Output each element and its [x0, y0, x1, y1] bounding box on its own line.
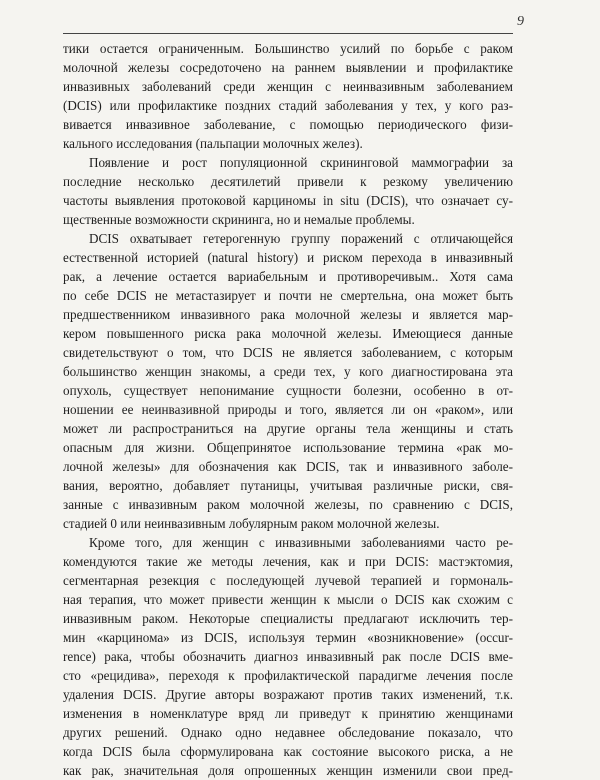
- text-line: когда DCIS была сформулирована как состояние высокого риска, а не: [63, 744, 513, 759]
- text-line: вания, вероятно, добавляет путаницы, учитывая различные риски, свя-: [63, 478, 513, 493]
- text-line: (DCIS) или профилактике поздних стадий заболевания у тех, у кого раз-: [63, 98, 513, 113]
- text-line: свидетельствуют о том, что DCIS не является заболеванием, с которым: [63, 345, 513, 360]
- paragraph-3: [63, 229, 513, 533]
- text-line: Кроме того, для женщин с инвазивными заболеваниями часто ре-: [89, 535, 513, 550]
- text-line: частоты выявления протоковой карциномы in situ (DCIS), что означает су-: [63, 193, 513, 208]
- text-line: кального исследования (пальпации молочных желез).: [63, 136, 363, 151]
- text-line: вивается инвазивное заболевание, с помощью периодического физи-: [63, 117, 513, 132]
- text-line: сто «рецидива», переходя к профилактической парадигме лечения после: [63, 668, 513, 683]
- text-line: молочной железы сосредоточено на раннем выявлении и профилактике: [63, 60, 513, 75]
- text-line: рак, а лечение остается вариабельным и противоречивым.. Хотя сама: [63, 269, 513, 284]
- header-rule: [63, 33, 513, 34]
- text-line: по себе DCIS не метастазирует и почти не смертельна, она может быть: [63, 288, 513, 303]
- text-line: изменения в номенклатуре вряд ли приведут к принятию женщинами: [63, 706, 513, 721]
- text-line: других решений. Однако одно недавнее обследование показало, что: [63, 725, 513, 740]
- text-line: Появление и рост популяционной скрининговой маммографии за: [89, 155, 513, 170]
- text-line: лочной железы» для обозначения как DCIS, так и инвазивного заболе-: [63, 459, 513, 474]
- text-line: удаления DCIS. Другие авторы возражают против таких изменений, т.к.: [63, 687, 513, 702]
- text-line: ная терапия, что может привести женщин к мысли о DCIS как схожим с: [63, 592, 513, 607]
- text-line: комендуются такие же методы лечения, как и при DCIS: мастэктомия,: [63, 554, 513, 569]
- text-line: естественной историей (natural history) и риском перехода в инвазивный: [63, 250, 513, 265]
- text-line: последние несколько десятилетий привели к резкому увеличению: [63, 174, 513, 189]
- text-line: rence) рака, чтобы обозначить диагноз инвазивный рак после DCIS вме-: [63, 649, 513, 664]
- text-line: тики остается ограниченным. Большинство усилий по борьбе с раком: [63, 41, 513, 56]
- text-line: как рак, значительная доля опрошенных женщин изменили свои пред-: [63, 763, 513, 778]
- text-line: сегментарная резекция с последующей лучевой терапией и гормональ-: [63, 573, 513, 588]
- paragraph-4: [63, 533, 513, 780]
- text-line: стадией 0 или неинвазивным лобулярным раком молочной железы.: [63, 516, 440, 531]
- paragraph-1: [63, 39, 513, 153]
- text-line: мин «карцинома» из DCIS, используя термин «возникновение» (occur-: [63, 630, 513, 645]
- text-line: кером повышенного риска рака молочной железы. Имеющиеся данные: [63, 326, 513, 341]
- text-line: щественные возможности скрининга, но и немалые проблемы.: [63, 212, 415, 227]
- text-line: предшественником инвазивного рака молочной железы и является мар-: [63, 307, 513, 322]
- text-line: может ли распространиться на другие органы тела женщины и стать: [63, 421, 513, 436]
- text-line: инвазивных заболеваний среди женщин с неинвазивным заболеванием: [63, 79, 513, 94]
- text-line: опухоль, существует непонимание сущности болезни, особенно в от-: [63, 383, 513, 398]
- text-line: инвазивным раком. Некоторые специалисты предлагают исключить тер-: [63, 611, 513, 626]
- page-number: 9: [517, 14, 524, 29]
- text-line: DCIS охватывает гетерогенную группу поражений с отличающейся: [89, 231, 513, 246]
- text-line: опасным для жизни. Общепринятое использование термина «рак мо-: [63, 440, 513, 455]
- body-text: [63, 39, 513, 780]
- text-line: ношении ее неинвазивной природы и того, является ли он «раком», или: [63, 402, 513, 417]
- text-line: большинство женщин знакомы, а среди тех, у кого диагностирована эта: [63, 364, 513, 379]
- paragraph-2: [63, 153, 513, 229]
- text-line: занные с инвазивным раком молочной железы, по сравнению с DCIS,: [63, 497, 513, 512]
